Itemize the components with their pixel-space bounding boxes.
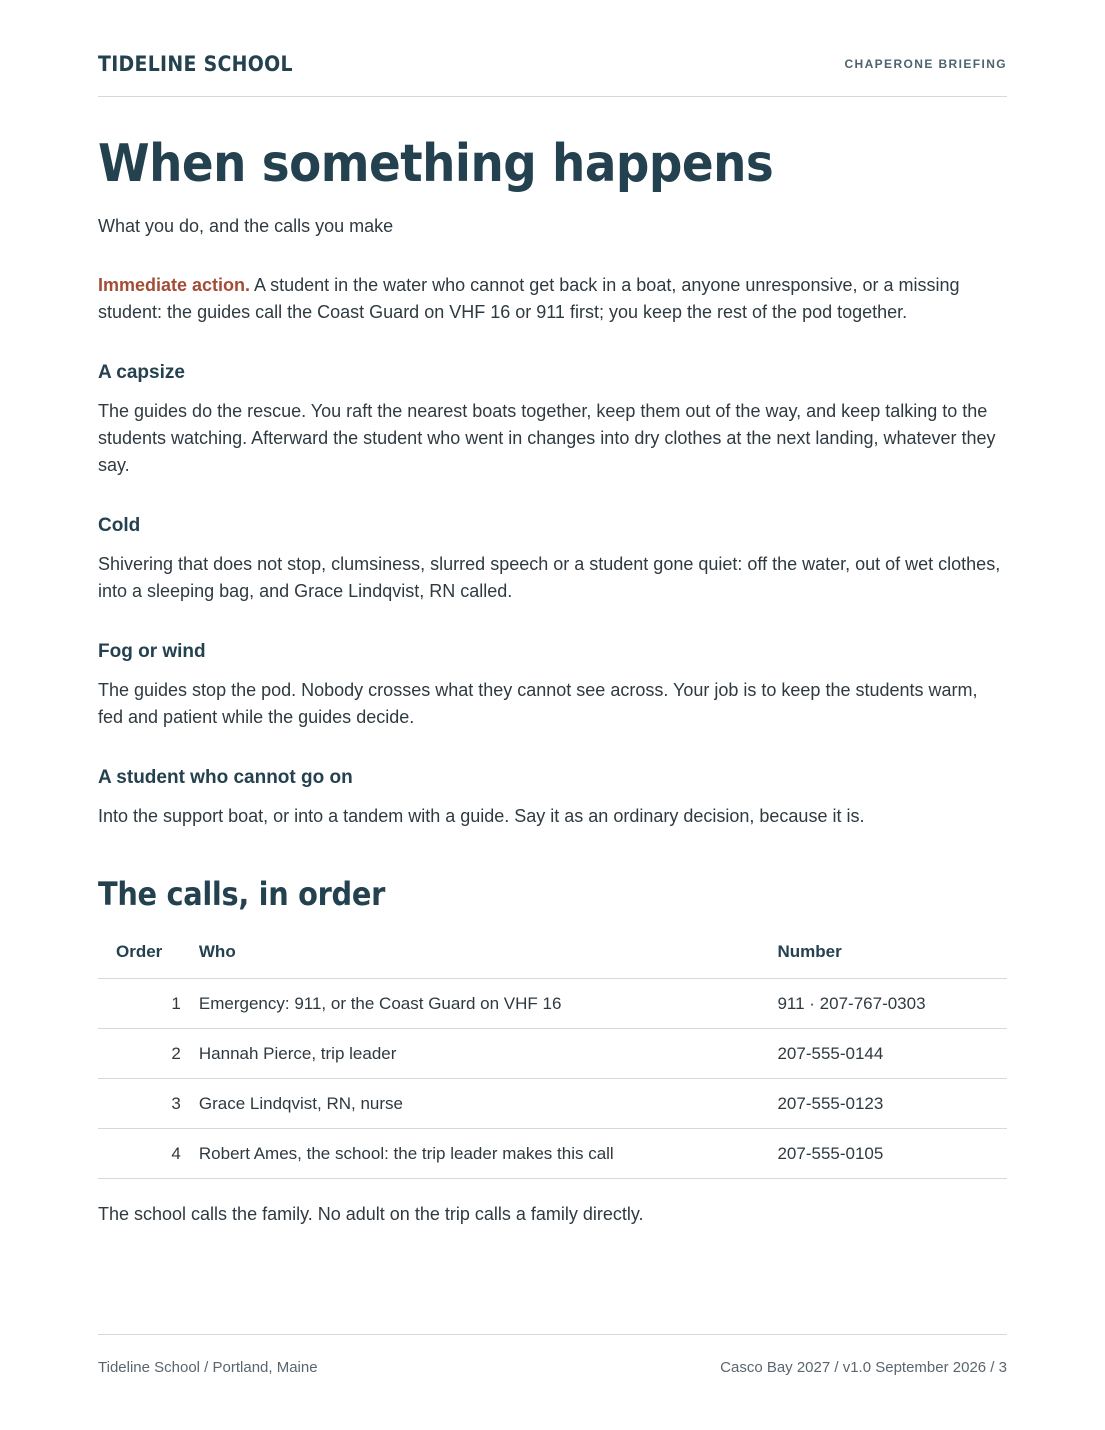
table-row bbox=[98, 1029, 1007, 1079]
section-body-cannot-go-on: Into the support boat, or into a tandem with a guide. Say it as an ordinary decision, because it is. bbox=[98, 806, 865, 826]
section-body-fog-or-wind: The guides stop the pod. Nobody crosses what they cannot see across. Your job is to keep the students warm, fed and patient while the guides decide. bbox=[98, 680, 978, 727]
table-row bbox=[98, 1079, 1007, 1129]
page-title: When something happens bbox=[98, 134, 774, 194]
callout-label: Immediate action. bbox=[98, 275, 251, 295]
main-content bbox=[98, 128, 1007, 1228]
table-row bbox=[98, 1129, 1007, 1179]
call-who: Grace Lindqvist, RN, nurse bbox=[199, 1079, 777, 1129]
section-heading-cannot-go-on: A student who cannot go on bbox=[98, 767, 353, 788]
section-body-capsize: The guides do the rescue. You raft the nearest boats together, keep them out of the way, and keep talking to the students watching. Afterward the student who went in changes into dry clothes at the next landing, whatever they say. bbox=[98, 401, 996, 475]
call-order: 2 bbox=[98, 1029, 199, 1079]
calls-closing-note: The school calls the family. No adult on the trip calls a family directly. bbox=[98, 1204, 644, 1224]
call-order: 3 bbox=[98, 1079, 199, 1129]
calls-heading: The calls, in order bbox=[98, 875, 385, 913]
document-type: CHAPERONE BRIEFING bbox=[844, 57, 1007, 71]
call-number: 207-555-0123 bbox=[776, 1079, 1007, 1129]
column-header-order: Order bbox=[98, 926, 199, 979]
callout-text: A student in the water who cannot get back in a boat, anyone unresponsive, or a missing student: the guides call the Coast Guard on VHF 16 or 911 first; you keep the rest of the pod together. bbox=[98, 275, 960, 322]
call-number: 207-555-0144 bbox=[776, 1029, 1007, 1079]
section-heading-fog-or-wind: Fog or wind bbox=[98, 641, 206, 662]
school-name: TIDELINE SCHOOL bbox=[98, 52, 293, 76]
footer-version-page: Casco Bay 2027 / v1.0 September 2026 / 3 bbox=[720, 1359, 1007, 1376]
footer-school-location: Tideline School / Portland, Maine bbox=[98, 1359, 318, 1376]
call-order: 4 bbox=[98, 1129, 199, 1179]
section-body-cold: Shivering that does not stop, clumsiness, slurred speech or a student gone quiet: off the water, out of wet clothes, into a sleeping bag, and Grace Lindqvist, RN called. bbox=[98, 554, 1001, 601]
section-heading-cold: Cold bbox=[98, 515, 141, 536]
page-header bbox=[98, 48, 1007, 97]
page-subtitle: What you do, and the calls you make bbox=[98, 216, 394, 236]
call-number: 911 · 207-767-0303 bbox=[776, 979, 1007, 1029]
table-header-row bbox=[98, 926, 1007, 979]
column-header-number: Number bbox=[776, 926, 1007, 979]
column-header-who: Who bbox=[199, 926, 777, 979]
call-number: 207-555-0105 bbox=[776, 1129, 1007, 1179]
call-who: Hannah Pierce, trip leader bbox=[199, 1029, 777, 1079]
calls-table bbox=[98, 926, 1007, 1179]
section-heading-capsize: A capsize bbox=[98, 362, 185, 383]
call-order: 1 bbox=[98, 979, 199, 1029]
call-who: Emergency: 911, or the Coast Guard on VHF 16 bbox=[199, 979, 777, 1029]
table-row bbox=[98, 979, 1007, 1029]
immediate-action-callout bbox=[98, 272, 1007, 326]
page-footer bbox=[98, 1334, 1007, 1376]
call-who: Robert Ames, the school: the trip leader makes this call bbox=[199, 1129, 777, 1179]
